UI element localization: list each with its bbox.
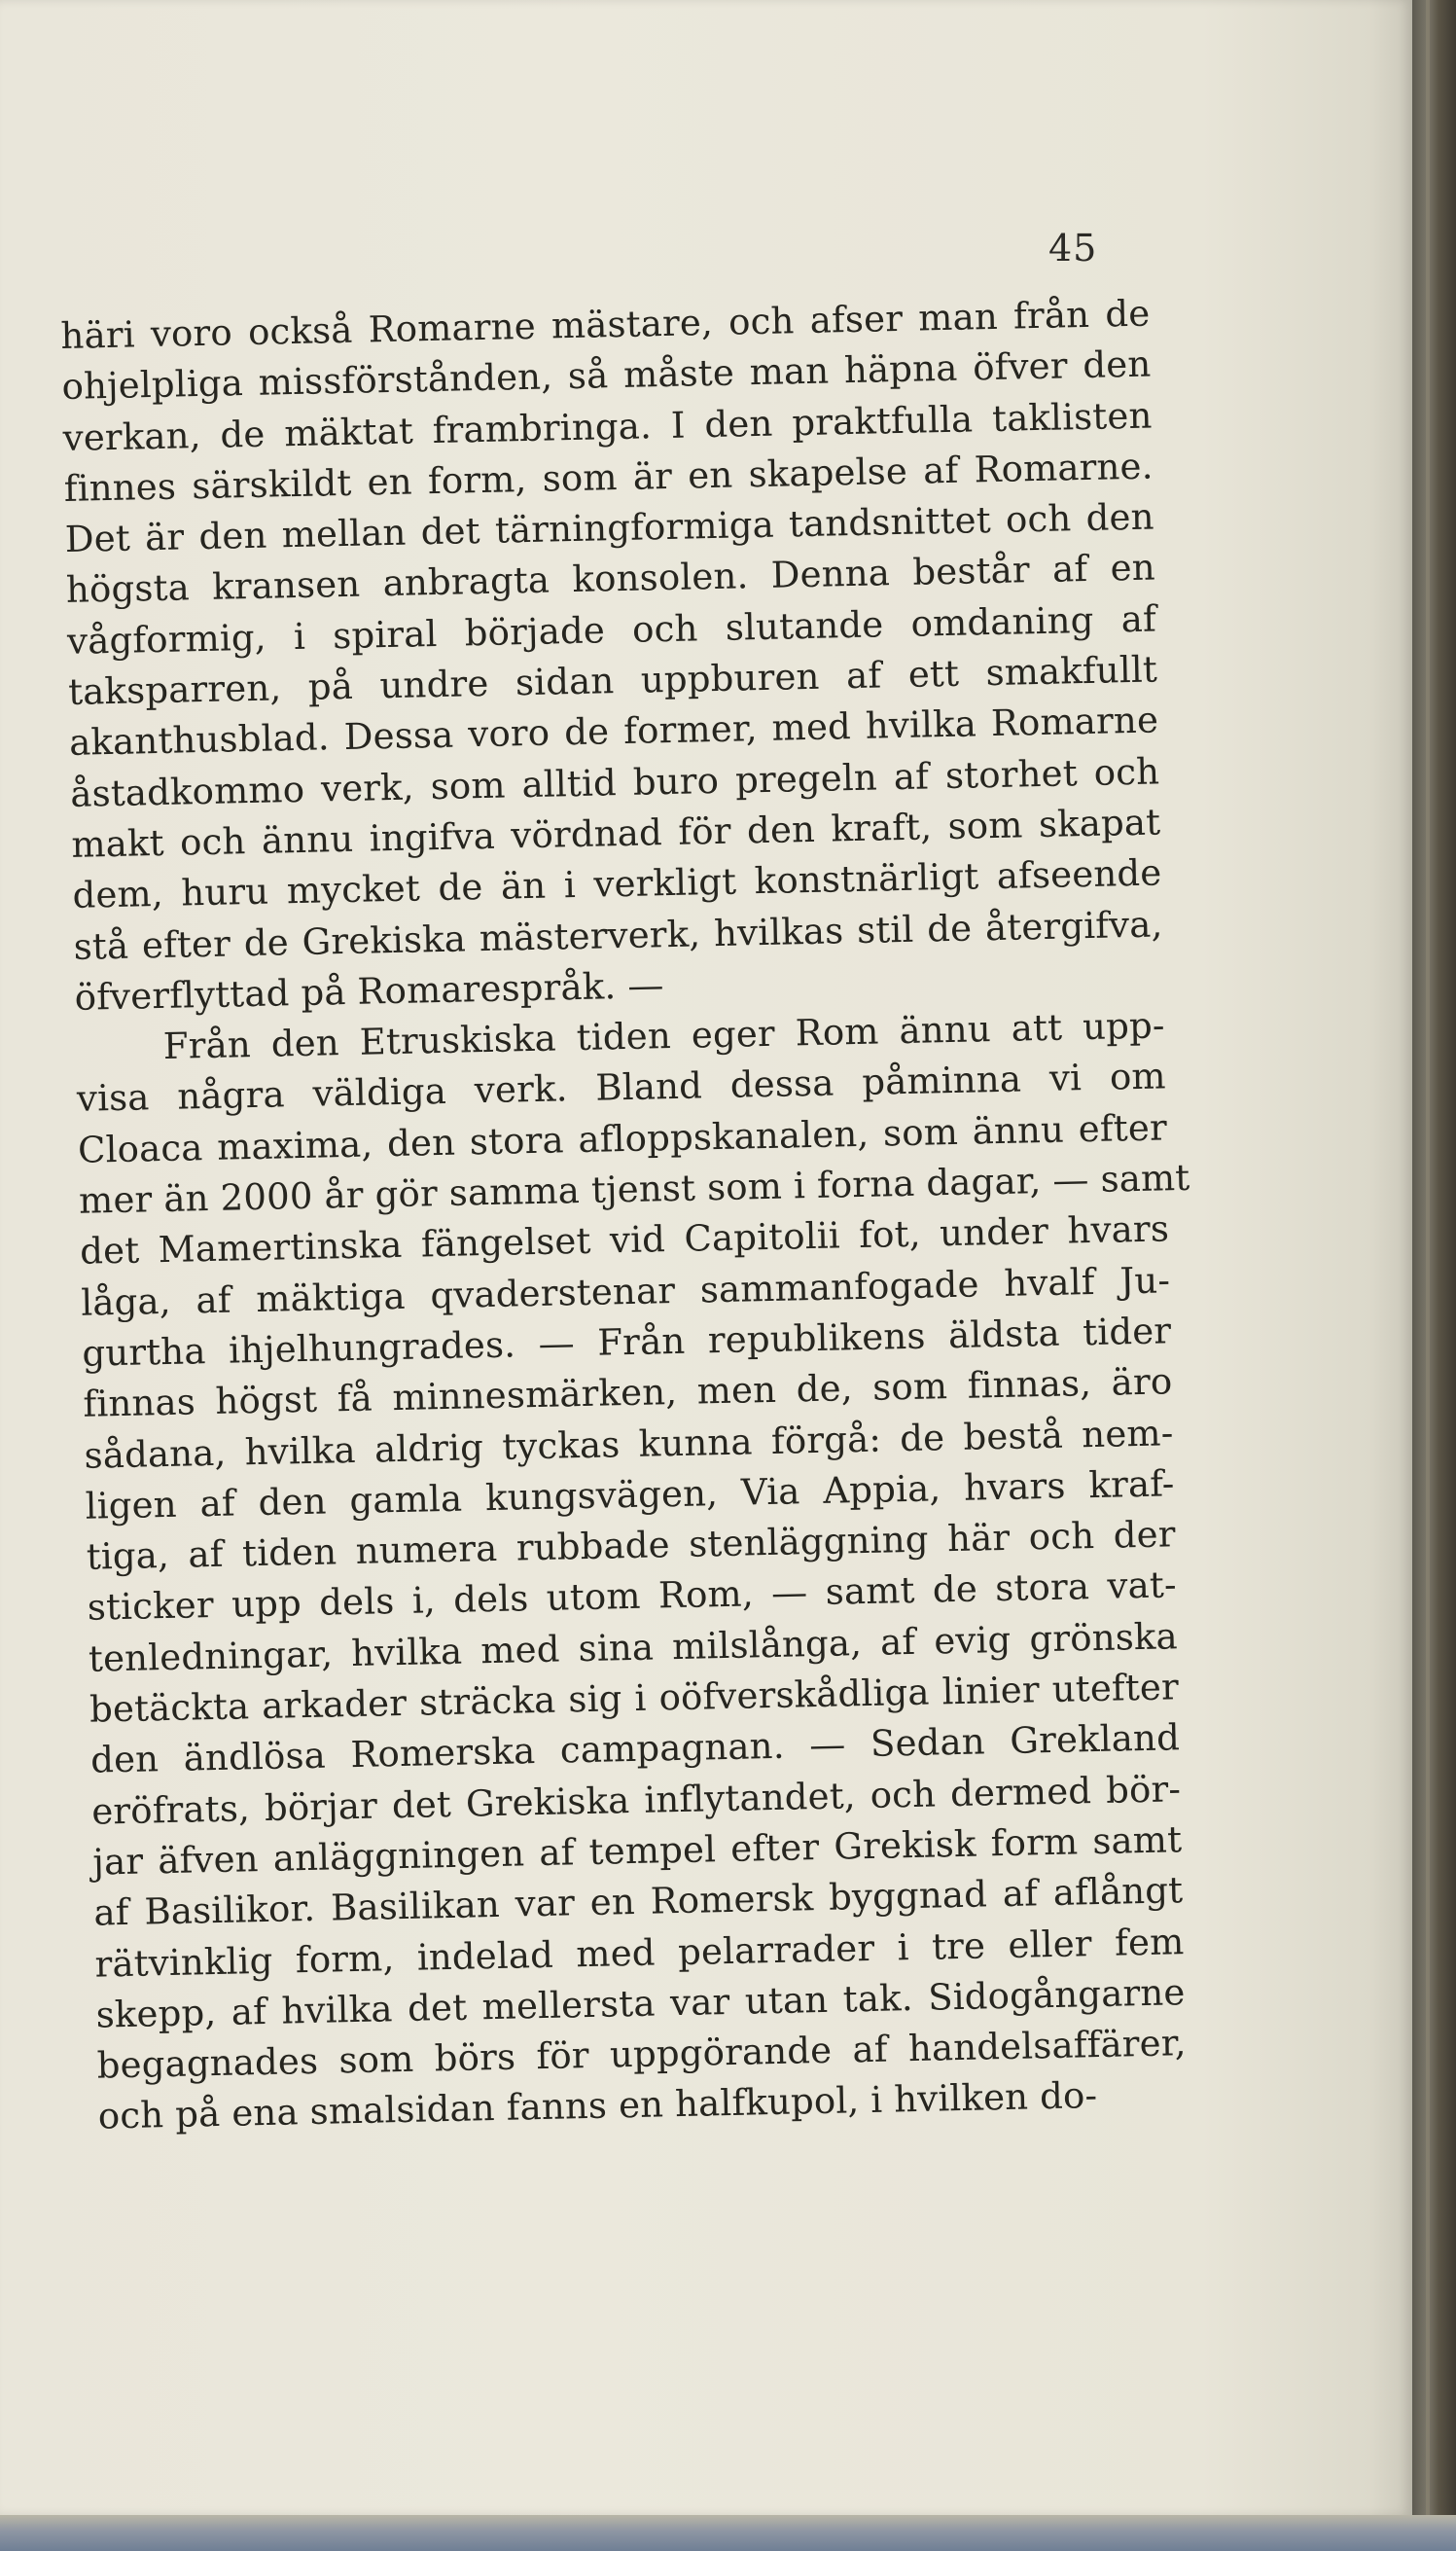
text-line: taksparren, på undre sidan uppburen af ett smakfullt: [67, 648, 1158, 713]
scan-bottom-edge: [0, 2515, 1456, 2551]
text-line: ligen af den gamla kungsvägen, Via Appia, hvars kraf-: [85, 1462, 1175, 1527]
text-line: akanthusblad. Dessa voro de former, med hvilka Romarne: [68, 699, 1159, 765]
text-line: åstadkommo verk, som alltid buro pregeln af storhet och: [69, 750, 1160, 815]
text-line: jar äfven anläggningen af tempel efter Grekisk form samt: [91, 1818, 1183, 1884]
text-line: betäckta arkader sträcka sig i oöfverskådliga linier utefter: [89, 1666, 1180, 1731]
text-line: ohjelpliga missförstånden, så måste man häpna öfver den: [61, 342, 1152, 409]
text-line: visa några väldiga verk. Bland dessa påminna vi om: [76, 1055, 1167, 1121]
body-text: [60, 289, 1188, 2143]
text-line: finnas högst få minnesmärken, men de, som finnas, äro: [83, 1360, 1173, 1425]
text-line: tiga, af tiden numera rubbade stenläggning här och der: [86, 1513, 1177, 1578]
text-line: dem, huru mycket de än i verkligt konstnärligt afseende: [72, 851, 1162, 917]
text-line: sådana, hvilka aldrig tyckas kunna förgå: de bestå nem-: [84, 1411, 1174, 1477]
text-line: stå efter de Grekiska mästerverk, hvilkas stil de återgifva,: [73, 902, 1163, 968]
text-line: det Mamertinska fängelset vid Capitolii fot, under hvars: [79, 1207, 1170, 1274]
text-line: vågformig, i spiral började och slutande omdaning af: [66, 597, 1157, 663]
text-line: verkan, de mäktat frambringa. I den praktfulla taklisten: [62, 394, 1153, 459]
text-line: eröfrats, börjar det Grekiska inflytandet, och dermed bör-: [90, 1767, 1182, 1833]
text-line: sticker upp dels i, dels utom Rom, — samt de stora vat-: [87, 1563, 1178, 1630]
text-line: häri voro också Romarne mästare, och afser man från de: [60, 292, 1151, 357]
text-line: Det är den mellan det tärningformiga tandsnittet och den: [64, 495, 1155, 561]
text-line: och på ena smalsidan fanns en halfkupol, i hvilken do-: [97, 2074, 1098, 2138]
text-line: gurtha ihjelhungrades. — Från republikens äldsta tider: [81, 1310, 1172, 1375]
text-line: makt och ännu ingifva vördnad för den kraft, som skapat: [71, 801, 1161, 866]
text-line: låga, af mäktiga qvaderstenar sammanfogade hvalf Ju-: [80, 1258, 1171, 1324]
text-line: rätvinklig form, indelad med pelarrader i tre eller fem: [94, 1920, 1185, 1986]
page-number: 45: [1048, 227, 1098, 269]
book-binding-edge: [1412, 0, 1456, 2515]
text-line: högsta kransen anbragta konsolen. Denna består af en: [65, 546, 1156, 612]
text-line: den ändlösa Romerska campagnan. — Sedan Grekland: [89, 1716, 1181, 1781]
text-line: mer än 2000 år gör samma tjenst som i forna dagar, — samt: [78, 1156, 1190, 1222]
text-line: tenledningar, hvilka med sina milslånga, af evig grönska: [88, 1614, 1179, 1680]
text-line: Från den Etruskiska tiden eger Rom ännu att upp-: [162, 1004, 1166, 1068]
text-line: finnes särskildt en form, som är en skapelse af Romarne.: [63, 445, 1154, 510]
text-line: begagnades som börs för uppgörande af handelsaffärer,: [96, 2022, 1187, 2087]
text-line: Cloaca maxima, den stora afloppskanalen, som ännu efter: [77, 1106, 1168, 1171]
text-line: öfverflyttad på Romarespråk. —: [74, 964, 664, 1019]
text-line: skepp, af hvilka det mellersta var utan tak. Sidogångarne: [95, 1970, 1186, 2036]
text-line: af Basilikor. Basilikan var en Romersk byggnad af aflångt: [93, 1869, 1184, 1934]
